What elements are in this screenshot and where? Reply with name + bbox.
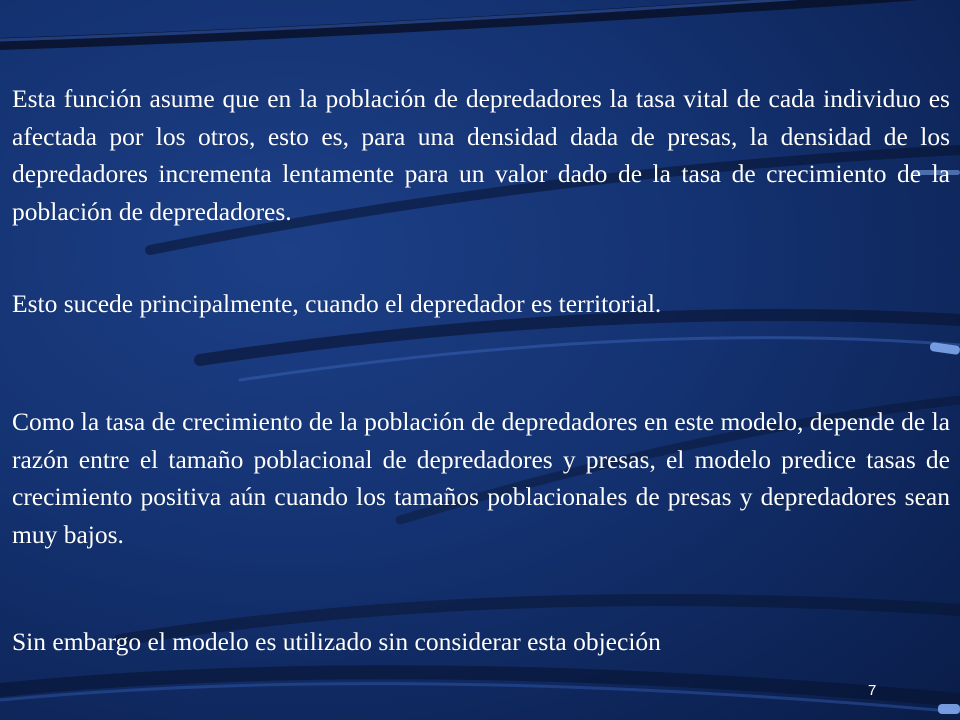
paragraph-3: Como la tasa de crecimiento de la población de depredadores en este modelo, depende de la razón entre el tamaño poblacional de depredadores y presas, el modelo predice tasas de crecimiento positiva aún cuando los tamaños poblacionales de presas y depredadores sean muy bajos. <box>12 407 950 549</box>
decor-streak <box>938 704 960 714</box>
paragraph-4: Sin embargo el modelo es utilizado sin considerar esta objeción <box>12 627 661 656</box>
paragraph-1: Esta función asume que en la población de depredadores la tasa vital de cada individuo es afectada por los otros, esto es, para una densidad dada de presas, la densidad de los depredadores incrementa lentamente para un valor dado de la tasa de crecimiento de la población de depredadores. <box>12 84 950 226</box>
decor-arc <box>0 0 960 44</box>
paragraph-2: Esto sucede principalmente, cuando el depredador es territorial. <box>12 289 662 318</box>
page-number: 7 <box>868 682 877 699</box>
